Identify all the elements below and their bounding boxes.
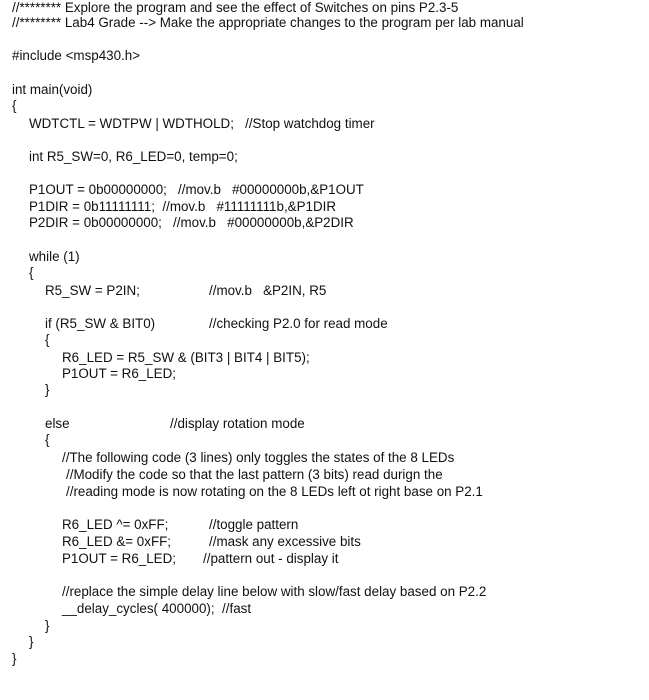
if-line: if (R5_SW & BIT0) — [45, 316, 156, 331]
p1out-init-line: P1OUT = 0b00000000; //mov.b #00000000b,&P1OUT — [29, 182, 364, 197]
header-comment-2: //******** Lab4 Grade --> Make the appropriate changes to the program per lab manual — [12, 15, 524, 30]
main-signature: int main(void) — [12, 82, 93, 97]
p2dir-init-line: P2DIR = 0b00000000; //mov.b #00000000b,&P2DIR — [29, 215, 354, 230]
else-line: else — [45, 416, 70, 431]
while-open-brace: { — [29, 265, 34, 280]
while-close-brace: } — [29, 634, 34, 649]
watchdog-line: WDTCTL = WDTPW | WDTHOLD; //Stop watchdog timer — [29, 116, 375, 131]
read-mode-led-line: R6_LED = R5_SW & (BIT3 | BIT4 | BIT5); — [62, 350, 310, 365]
pattern-out-line: P1OUT = R6_LED; — [62, 551, 176, 566]
instruction-comment-2: //Modify the code so that the last pattern (3 bits) read durign the — [66, 467, 443, 482]
else-close-brace: } — [45, 618, 50, 633]
if-comment: //checking P2.0 for read mode — [209, 316, 388, 331]
include-line: #include <msp430.h> — [12, 48, 141, 63]
p1dir-init-line: P1DIR = 0b11111111; //mov.b #11111111b,&P1DIR — [29, 199, 337, 214]
delay-line: __delay_cycles( 400000); //fast — [62, 601, 252, 616]
header-comment-1: //******** Explore the program and see the effect of Switches on pins P2.3-5 — [12, 0, 459, 15]
pattern-out-comment: //pattern out - display it — [203, 551, 339, 566]
else-comment: //display rotation mode — [170, 416, 305, 431]
main-close-brace: } — [12, 651, 17, 666]
variable-declaration: int R5_SW=0, R6_LED=0, temp=0; — [29, 149, 238, 164]
else-open-brace: { — [45, 432, 50, 447]
while-line: while (1) — [29, 249, 80, 264]
mask-line: R6_LED &= 0xFF; — [62, 534, 172, 549]
instruction-comment-3: //reading mode is now rotating on the 8 LEDs left ot right base on P2.1 — [66, 484, 483, 499]
if-close-brace: } — [45, 382, 50, 397]
if-open-brace: { — [45, 332, 50, 347]
toggle-comment: //toggle pattern — [209, 517, 299, 532]
instruction-comment-1: //The following code (3 lines) only toggles the states of the 8 LEDs — [62, 450, 455, 465]
read-switch-comment: //mov.b &P2IN, R5 — [209, 283, 327, 298]
toggle-line: R6_LED ^= 0xFF; — [62, 517, 169, 532]
read-switch-line: R5_SW = P2IN; — [45, 283, 140, 298]
main-open-brace: { — [12, 98, 17, 113]
read-mode-out-line: P1OUT = R6_LED; — [62, 366, 176, 381]
mask-comment: //mask any excessive bits — [209, 534, 361, 549]
delay-instruction-comment: //replace the simple delay line below with slow/fast delay based on P2.2 — [62, 584, 487, 599]
